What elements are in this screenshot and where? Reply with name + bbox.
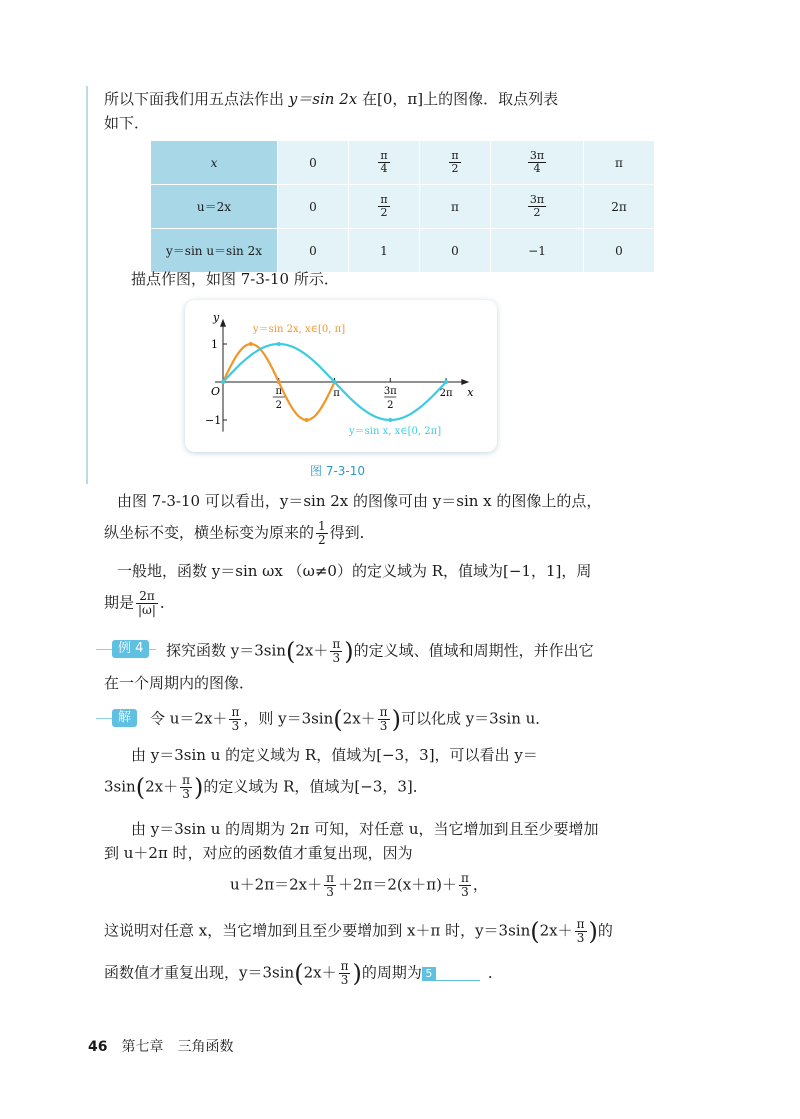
solution-line2: 由 y＝3sin u 的定义域为 R，值域为[−3，3]，可以看出 y＝ (131, 746, 538, 764)
x-tick-label-num: 3π (383, 386, 397, 397)
series-label-1: y＝sin 2x, x∈[0, π] (253, 324, 346, 335)
series-point (221, 380, 225, 384)
answer-blank[interactable] (436, 966, 480, 981)
x-tick-label: π (333, 388, 340, 399)
table-cell: 2π (584, 185, 655, 229)
x-tick-label-den: 2 (275, 400, 282, 411)
solution-line5: 到 u＋2π 时，对应的函数值才重复出现，因为 (104, 844, 413, 862)
x-axis-label: x (467, 386, 474, 399)
series-point (388, 418, 392, 422)
value-table (150, 140, 655, 273)
margin-rule (86, 86, 88, 484)
y-axis-arrow (220, 319, 226, 327)
intro-line-2: 如下． (104, 114, 150, 132)
solution-line4: 由 y＝3sin u 的周期为 2π 可知，对任意 u，当它增加到且至少要增加 (131, 820, 599, 838)
solution-line7: 函数值才重复出现，y＝3sin(2x＋ $\frac{\pi}{3}$ )的周期为 5 ． (104, 959, 503, 988)
table-cell: $\frac{\pi}{2}$ (349, 185, 420, 229)
page-number: 46 (88, 1039, 108, 1055)
answer-number-badge: 5 (422, 967, 436, 981)
table-cell: 0 (278, 185, 349, 229)
solution-line3: 3sin(2x＋ $\frac{\pi}{3}$ )的定义域为 R，值域为[−3，3]． (104, 773, 428, 802)
x-tick-label-num: π (275, 386, 283, 397)
para2-line1: 一般地，函数 y＝sin ωx （ω≠0）的定义域为 R，值域为[−1，1]，周 (117, 562, 592, 580)
para1-line1: 由图 7-3-10 可以看出，y＝sin 2x 的图像可由 y＝sin x 的图像上的点， (117, 492, 602, 510)
example-line1: 探究函数 y＝3sin(2x＋ $\frac{\pi}{3}$ )的定义域、值域和周期性，并作出它 (166, 637, 594, 666)
chapter-title: 第七章 三角函数 (121, 1039, 234, 1055)
solution-equation: u＋2π＝2x＋ $\frac{\pi}{3}$ ＋2π＝2(x＋π)＋ $\frac{\pi}{3}$ ， (230, 871, 488, 899)
table-cell: $\frac{3\pi}{2}$ (491, 185, 584, 229)
table-row (151, 229, 655, 273)
y-tick-label: −1 (205, 414, 222, 427)
table-cell: $\frac{\pi}{4}$ (349, 141, 420, 185)
table-cell: $\frac{\pi}{2}$ (420, 141, 491, 185)
solution-line6: 这说明对任意 x，当它增加到且至少要增加到 x＋π 时，y＝3sin(2x＋ $\frac{\pi}{3}$ )的 (104, 917, 613, 946)
table-cell: 0 (278, 229, 349, 273)
table-row-header: y＝sin u＝sin 2x (151, 229, 278, 273)
table-row-header: x (151, 141, 278, 185)
table-cell: 1 (349, 229, 420, 273)
y-tick-label: 1 (211, 338, 218, 351)
series-label-2: y＝sin x, x∈[0, 2π] (349, 426, 442, 437)
table-cell: π (584, 141, 655, 185)
table-cell: −1 (491, 229, 584, 273)
series-point (333, 380, 337, 384)
x-tick-label-den: 2 (387, 400, 394, 411)
page-footer (88, 1036, 233, 1056)
intro-line-1: 所以下面我们用五点法作出 y＝sin 2x 在[0，π]上的图像．取点列表 (104, 90, 559, 108)
x-axis-arrow (461, 379, 469, 385)
series-point (249, 342, 253, 346)
sine-graph (185, 300, 497, 452)
table-cell: 0 (420, 229, 491, 273)
figure-panel (185, 300, 497, 452)
series-point (305, 418, 309, 422)
table-cell: 0 (278, 141, 349, 185)
series-point (277, 342, 281, 346)
series-point (277, 380, 281, 384)
series-point (444, 380, 448, 384)
table-cell: $\frac{3\pi}{4}$ (491, 141, 584, 185)
table-row (151, 141, 655, 185)
y-axis-label: y (213, 310, 220, 324)
x-tick-label: 2π (439, 388, 453, 399)
table-cell: π (420, 185, 491, 229)
origin-label: O (211, 385, 221, 398)
example-tag: 例 4 (112, 640, 149, 658)
solution-line1: 令 u＝2x＋ $\frac{\pi}{3}$ ，则 y＝3sin(2x＋ $\frac{\pi}{3}$ )可以化成 y＝3sin u． (150, 705, 551, 734)
table-row (151, 185, 655, 229)
figure-caption: 图 7-3-10 (310, 464, 366, 478)
plot-instruction: 描点作图，如图 7-3-10 所示． (131, 270, 339, 288)
para1-line2: 纵坐标不变，横坐标变为原来的 $\frac{1}{2}$ 得到． (104, 519, 375, 547)
para2-line2: 期是 $\frac{2\pi}{|\omega|}$ ． (104, 589, 175, 617)
solution-tag: 解 (112, 709, 137, 727)
table-row-header: u＝2x (151, 185, 278, 229)
table-cell: 0 (584, 229, 655, 273)
example-line2: 在一个周期内的图像． (104, 674, 255, 692)
